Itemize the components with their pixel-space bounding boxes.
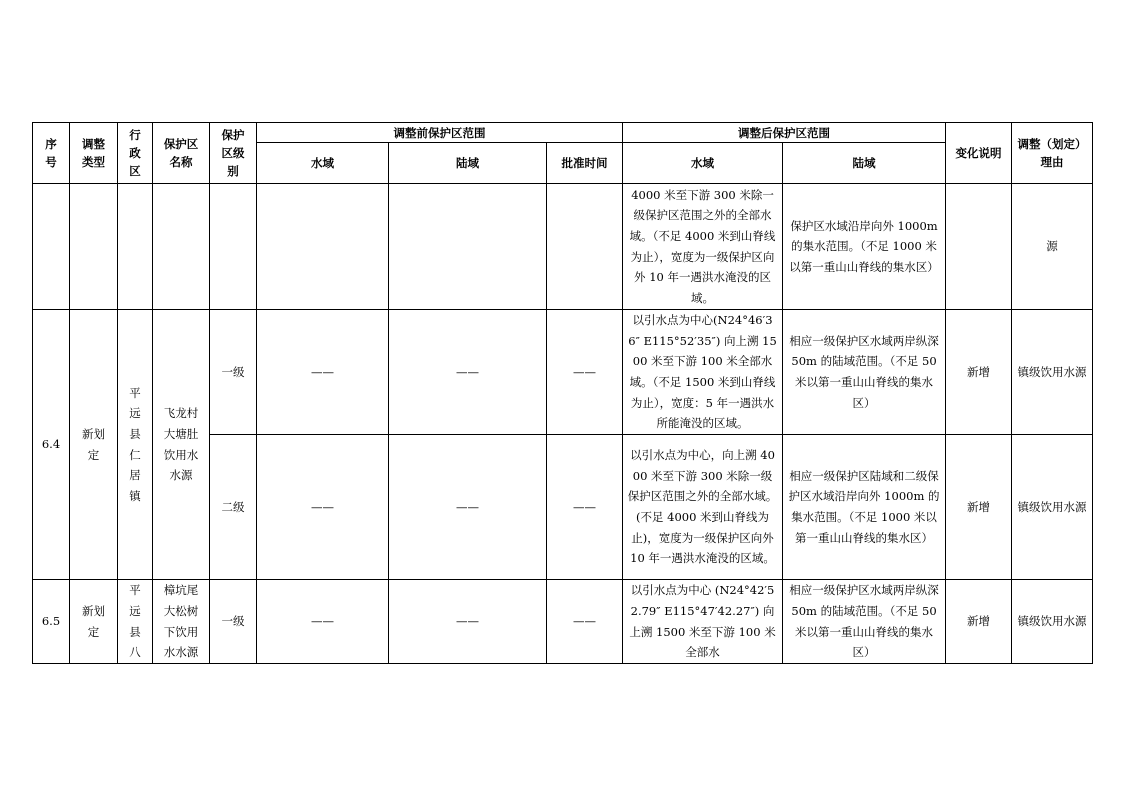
header-admin-region: 行 政 区	[118, 123, 153, 184]
cell-adjust-type: 新划 定	[70, 580, 118, 664]
cell-change-note: 新增	[946, 580, 1012, 664]
cell-adjust-type: 新划 定	[70, 310, 118, 580]
cell-before-land: ——	[389, 310, 547, 435]
cell-before-land: ——	[389, 580, 547, 664]
header-zone-name: 保护区 名称	[153, 123, 210, 184]
table-row	[33, 310, 1093, 435]
cell-reason: 镇级饮用水源	[1012, 310, 1093, 435]
cell-after-land: 保护区水域沿岸向外 1000m 的集水范围。（不足 1000 米以第一重山山脊线的集水区）	[783, 184, 946, 310]
cell-approval-time: ——	[547, 310, 623, 435]
cell-zone-level: 一级	[210, 310, 257, 435]
cell-zone-name: 樟坑尾 大松树 下饮用 水水源	[153, 580, 210, 664]
cell-zone-level: 二级	[210, 435, 257, 580]
cell-after-water: 4000 米至下游 300 米除一级保护区范围之外的全部水域。（不足 4000 米到山脊线为止），宽度为一级保护区向外 10 年一遇洪水淹没的区域。	[623, 184, 783, 310]
cell-before-water: ——	[257, 310, 389, 435]
cell-change-note: 新增	[946, 310, 1012, 435]
cell-after-land: 相应一级保护区水域两岸纵深 50m 的陆域范围。（不足 50 米以第一重山山脊线的集水区）	[783, 580, 946, 664]
cell-before-water: ——	[257, 435, 389, 580]
table-row-continued	[33, 184, 1093, 310]
header-after-land: 陆域	[783, 143, 946, 184]
cell-reason: 镇级饮用水源	[1012, 580, 1093, 664]
cell-after-water: 以引水点为中心 (N24°42′52.79″ E115°47′42.27″) 向上溯 1500 米至下游 100 米全部水	[623, 580, 783, 664]
header-seq: 序 号	[33, 123, 70, 184]
cell-after-land: 相应一级保护区陆域和二级保护区水域沿岸向外 1000m 的集水范围。（不足 1000 米以第一重山山脊线的集水区）	[783, 435, 946, 580]
cell-approval-time: ——	[547, 435, 623, 580]
protection-zone-table	[32, 122, 1093, 664]
cell-seq: 6.4	[33, 310, 70, 580]
cell-before-land: ——	[389, 435, 547, 580]
header-approval-time: 批准时间	[547, 143, 623, 184]
cell-seq: 6.5	[33, 580, 70, 664]
cell-reason: 源	[1012, 184, 1093, 310]
cell-zone-name: 飞龙村 大塘肚 饮用水 水源	[153, 310, 210, 580]
cell-admin-region: 平 远 县 仁 居 镇	[118, 310, 153, 580]
header-reason: 调整（划定） 理由	[1012, 123, 1093, 184]
table-row	[33, 580, 1093, 664]
cell-approval-time: ——	[547, 580, 623, 664]
header-adjust-type: 调整 类型	[70, 123, 118, 184]
cell-admin-region: 平 远 县 八	[118, 580, 153, 664]
header-after-water: 水域	[623, 143, 783, 184]
header-after-scope: 调整后保护区范围	[623, 123, 946, 143]
header-zone-level: 保护 区级 别	[210, 123, 257, 184]
cell-before-water: ——	[257, 580, 389, 664]
cell-zone-level: 一级	[210, 580, 257, 664]
header-before-water: 水域	[257, 143, 389, 184]
cell-after-water: 以引水点为中心(N24°46′36″ E115°52′35″) 向上溯 1500 米至下游 100 米全部水域。（不足 1500 米到山脊线为止），宽度：5 年一遇洪水所能淹没的区域。	[623, 310, 783, 435]
cell-after-land: 相应一级保护区水域两岸纵深 50m 的陆域范围。（不足 50 米以第一重山山脊线的集水区）	[783, 310, 946, 435]
header-before-scope: 调整前保护区范围	[257, 123, 623, 143]
cell-change-note: 新增	[946, 435, 1012, 580]
header-change-note: 变化说明	[946, 123, 1012, 184]
cell-after-water: 以引水点为中心，向上溯 4000 米至下游 300 米除一级保护区范围之外的全部水域。(不足 4000 米到山脊线为止)，宽度为一级保护区向外 10 年一遇洪水淹没的区域。	[623, 435, 783, 580]
cell-reason: 镇级饮用水源	[1012, 435, 1093, 580]
header-before-land: 陆域	[389, 143, 547, 184]
